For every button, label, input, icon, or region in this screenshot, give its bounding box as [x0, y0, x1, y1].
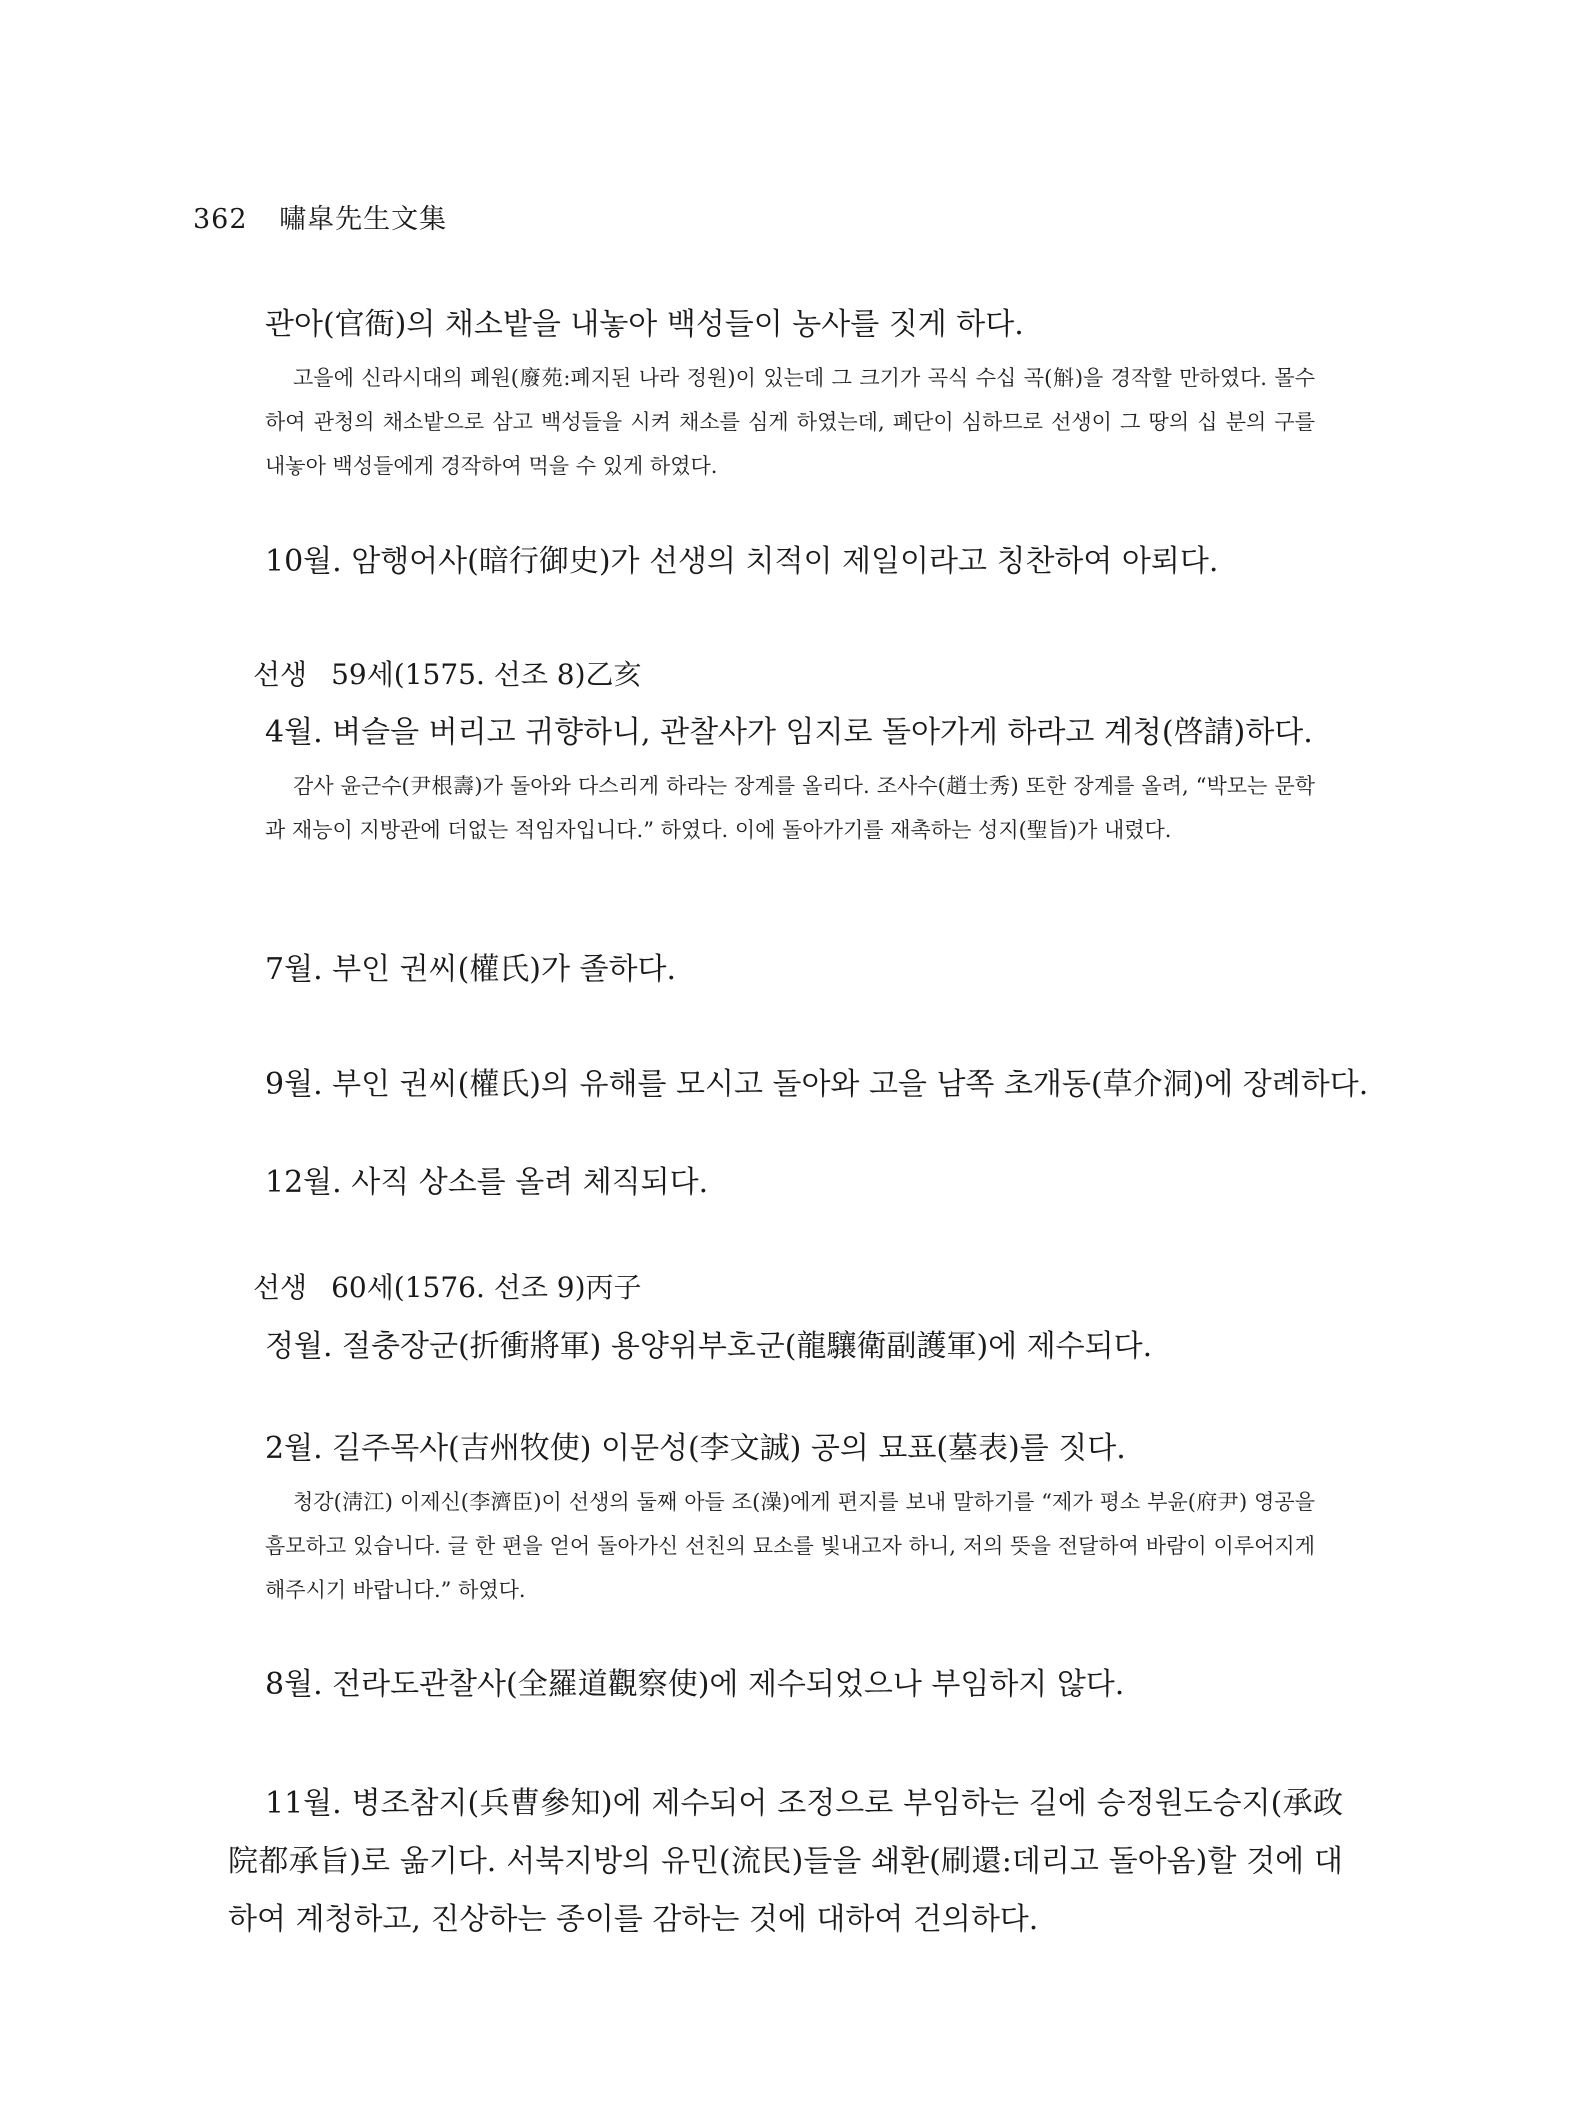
year-heading-label: 선생: [253, 1271, 308, 1304]
entry-block-resign-return: [0, 712, 1573, 852]
page-number: 362: [193, 204, 248, 235]
entry-block-epitaph: [0, 1428, 1573, 1612]
entry-heading: 정월. 절충장군(折衝將軍) 용양위부호군(龍驤衛副護軍)에 제수되다.: [265, 1329, 1153, 1364]
year-heading-label: 선생: [253, 658, 308, 691]
entry-heading: 2월. 길주목사(吉州牧使) 이문성(李文誠) 공의 묘표(墓表)를 짓다.: [265, 1431, 1126, 1466]
entry-heading: 12월. 사직 상소를 올려 체직되다.: [265, 1165, 709, 1200]
entry-heading: 10월. 암행어사(暗行御史)가 선생의 치적이 제일이라고 칭찬하여 아뢰다.: [265, 544, 1219, 579]
entry-heading: 4월. 벼슬을 버리고 귀향하니, 관찰사가 임지로 돌아가게 하라고 계청(啓請)하다.: [265, 715, 1313, 750]
year-heading-text: 59세(1575. 선조 8)乙亥: [331, 658, 642, 691]
entry-note: 고을에 신라시대의 폐원(廢苑:폐지된 나라 정원)이 있는데 그 크기가 곡식 수십 곡(斛)을 경작할 만하였다. 몰수하여 관청의 채소밭으로 삼고 백성들을 시켜 채소를 심게 하였는데, 폐단이 심하므로 선생이 그 땅의 십 분의 구를 내놓아 백성들에게 경작하여 먹을 수 있게 하였다.: [265, 366, 1315, 478]
entry-heading: 8월. 전라도관찰사(全羅道觀察使)에 제수되었으나 부임하지 않다.: [265, 1667, 1125, 1702]
entry-block-military-ministry: 11월. 병조참지(兵曹參知)에 제수되어 조정으로 부임하는 길에 승정원도승지(承政院都承旨)로 옮기다. 서북지방의 유민(流民)들을 쇄환(刷還:데리고 돌아옴)할 것에 대하여 계청하고, 진상하는 종이를 감하는 것에 대하여 건의하다.: [228, 1786, 1343, 1937]
entry-note: 감사 윤근수(尹根壽)가 돌아와 다스리게 하라는 장계를 올리다. 조사수(趙士秀) 또한 장계를 올려, “박모는 문학과 재능이 지방관에 더없는 적임자입니다.” 하였다. 이에 돌아가기를 재촉하는 성지(聖旨)가 내렸다.: [265, 774, 1315, 842]
entry-heading: 9월. 부인 권씨(權氏)의 유해를 모시고 돌아와 고을 남쪽 초개동(草介洞)에 장례하다.: [265, 1067, 1369, 1102]
entry-block-funeral: [0, 1064, 1573, 1106]
entry-block-inspector-praise: [0, 541, 1573, 583]
entry-block-resignation-memorial: [0, 1162, 1573, 1204]
running-header: [193, 197, 447, 236]
entry-block-jeolla-governor: [0, 1664, 1573, 1706]
entry-block-wife-death: [0, 949, 1573, 991]
entry-block-vegetable-garden: [0, 304, 1573, 488]
year-heading-60: [0, 1268, 1573, 1308]
year-heading-text: 60세(1576. 선조 9)丙子: [331, 1271, 642, 1304]
entry-note: 청강(淸江) 이제신(李濟臣)이 선생의 둘째 아들 조(澡)에게 편지를 보내 말하기를 “제가 평소 부윤(府尹) 영공을 흠모하고 있습니다. 글 한 편을 얻어 돌아가신 선친의 묘소를 빛내고자 하니, 저의 뜻을 전달하여 바람이 이루어지게 해주시기 바랍니다.” 하였다.: [265, 1490, 1315, 1602]
year-heading-59: [0, 655, 1573, 695]
entry-block-general-appointment: [0, 1326, 1573, 1368]
entry-heading: 7월. 부인 권씨(權氏)가 졸하다.: [265, 952, 676, 987]
entry-heading: 관아(官衙)의 채소밭을 내놓아 백성들이 농사를 짓게 하다.: [265, 307, 1024, 342]
book-title: 嘯皐先生文集: [279, 204, 448, 235]
